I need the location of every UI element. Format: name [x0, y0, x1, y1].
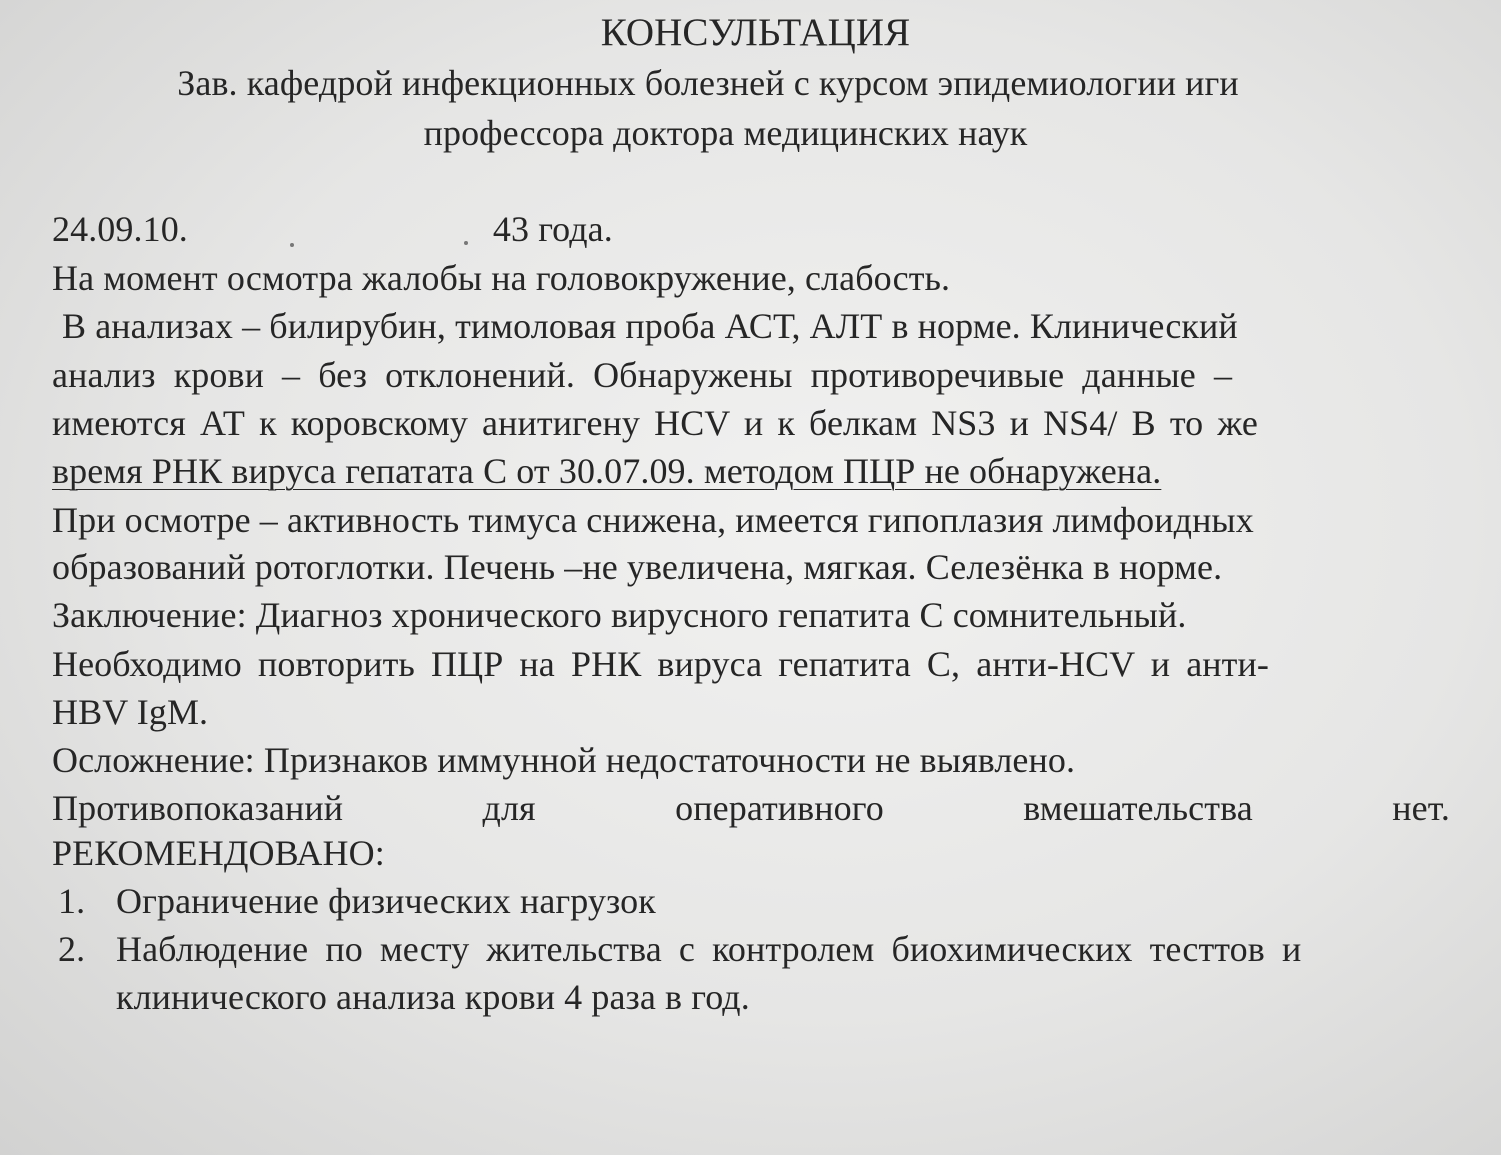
contraindications-word: Противопоказаний: [52, 788, 344, 828]
consultation-date: 24.09.10.: [52, 209, 188, 249]
exam-line-2: образований ротоглотки. Печень –не увеличена, мягкая. Селезёнка в норме.: [52, 547, 1223, 587]
recommendation-item-2-continued: клинического анализа крови 4 раза в год.: [116, 977, 750, 1017]
recommendation-item-2: [58, 928, 1301, 970]
list-number: 2.: [58, 929, 86, 969]
contraindications-word: нет.: [1392, 788, 1450, 828]
list-number: 1.: [58, 881, 86, 921]
analysis-line-1: В анализах – билирубин, тимоловая проба АСТ, АЛТ в норме. Клинический: [62, 306, 1238, 346]
repeat-tests-line-2: HBV IgM.: [52, 692, 209, 732]
recommendation-item-1: [58, 880, 656, 922]
recommendation-text: Наблюдение по месту жительства с контролем биохимических тесттов и: [116, 929, 1302, 969]
exam-line-1: При осмотре – активность тимуса снижена, имеется гипоплазия лимфоидных: [52, 500, 1254, 540]
complication-line: Осложнение: Признаков иммунной недостаточности не выявлено.: [52, 740, 1076, 780]
patient-age: 43 года.: [492, 209, 613, 249]
document-subtitle-line-2: профессора доктора медицинских наук: [423, 113, 1028, 153]
complaints-line: На момент осмотра жалобы на головокружение, слабость.: [52, 258, 951, 298]
analysis-line-2: анализ крови – без отклонений. Обнаружены противоречивые данные –: [52, 355, 1233, 395]
contraindications-word: для: [482, 788, 536, 828]
contraindications-word: вмешательства: [1023, 788, 1253, 828]
date-age-row: [52, 208, 613, 250]
analysis-line-3: имеются АТ к коровскому анитигену HCV и к белкам NS3 и NS4/ В то же: [52, 403, 1258, 443]
recommendation-text: Ограничение физических нагрузок: [116, 881, 656, 921]
contraindications-line: [52, 787, 1450, 829]
contraindications-word: оперативного: [675, 788, 884, 828]
document-title: КОНСУЛЬТАЦИЯ: [600, 11, 911, 54]
document-subtitle-line-1: Зав. кафедрой инфекционных болезней с курсом эпидемиологии иги: [177, 63, 1239, 103]
analysis-underlined-line: время РНК вируса гепатата С от 30.07.09. методом ПЦР не обнаружена.: [52, 451, 1162, 491]
recommended-heading: РЕКОМЕНДОВАНО:: [52, 833, 385, 873]
conclusion-line: Заключение: Диагноз хронического вирусного гепатита С сомнительный.: [52, 595, 1187, 635]
repeat-tests-line-1: Необходимо повторить ПЦР на РНК вируса гепатита С, анти-HCV и анти-: [52, 644, 1269, 684]
